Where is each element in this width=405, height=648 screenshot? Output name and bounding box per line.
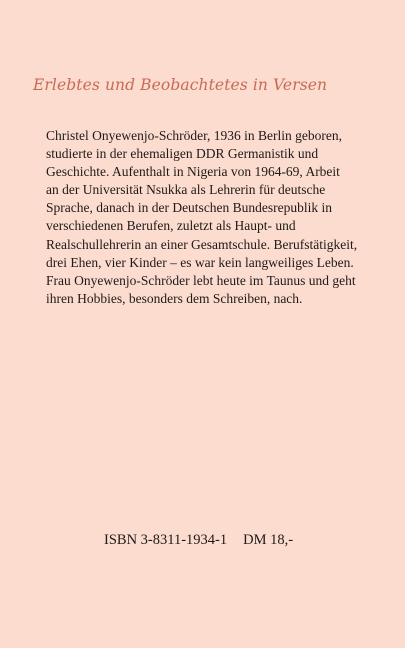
bio-line: Sprache, danach in der Deutschen Bundesrepublik in [46,200,333,216]
bio-line: Realschullehrerin an einer Gesamtschule. Berufstätigkeit, [46,236,358,252]
author-biography [46,127,376,308]
price-label: DM 18,- [243,532,294,548]
bio-line: studierte in der ehemaligen DDR Germanistik und [46,146,319,162]
bio-line: drei Ehen, vier Kinder – es war kein langweiliges Leben. [46,254,354,270]
bio-line: verschiedenen Berufen, zuletzt als Haupt- und [46,218,296,234]
bio-line: Christel Onyewenjo-Schröder, 1936 in Berlin geboren, [46,128,343,143]
isbn-number: ISBN 3-8311-1934-1 [104,532,228,548]
book-subtitle: Erlebtes und Beobachtetes in Versen [33,76,328,94]
bio-line: ihren Hobbies, besonders dem Schreiben, nach. [46,290,303,306]
bio-line: an der Universität Nsukka als Lehrerin für deutsche [46,182,326,198]
isbn-price-line [104,532,293,549]
bio-line: Frau Onyewenjo-Schröder lebt heute im Taunus und geht [46,272,356,288]
bio-line: Geschichte. Aufenthalt in Nigeria von 1964-69, Arbeit [46,164,340,180]
